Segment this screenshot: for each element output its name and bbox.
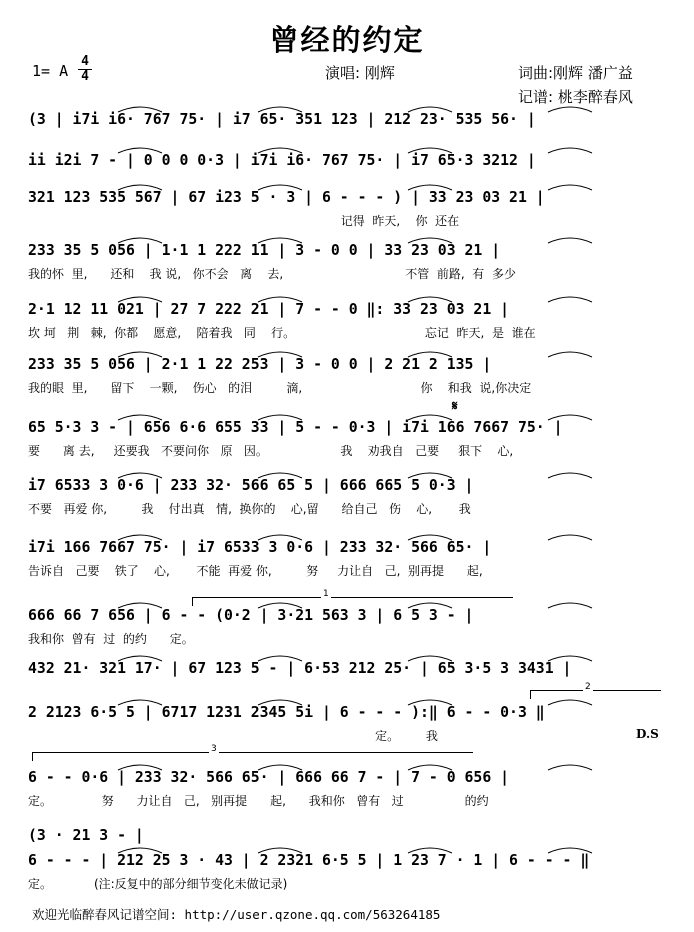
score-line-notes: ii i2i 7 - | 0 0 0 0·3 | i7i i6· 767 75· | i7 65·3 3212 | (28, 152, 536, 169)
score-line (28, 355, 668, 399)
score-line-notes: 432 21· 321 17· | 67 123 5 - | 6·53 212 25· | 65 3·5 3 3431 | (28, 660, 572, 677)
slur-arc (408, 415, 452, 420)
slur-arc (548, 415, 592, 420)
slur-arc (258, 415, 302, 420)
score-line-lyrics: 定。 努 力让自 己, 别再提 起, 我和你 曾有 过 的约 (28, 794, 489, 808)
volta-2-label: 2 (585, 682, 591, 692)
score-line-notes: (3 | i7i i6· 767 75· | i7 65· 351 123 | 212 23· 535 56· | (28, 111, 536, 128)
score-line-notes: 2·1 12 11 021 | 27 7 222 21 | 7 - - 0 ‖: 33 23 03 21 | (28, 301, 510, 318)
coda-pre-notes (28, 826, 668, 846)
slur-arc (118, 848, 162, 853)
slur-arc (258, 297, 302, 302)
slur-arc (408, 535, 452, 540)
volta-bracket-1 (192, 589, 513, 606)
score-line-notes: 2 2123 6·5 5 | 6717 1231 2345 5i | 6 - - - ):‖ 6 - - 0·3 ‖ (28, 704, 545, 721)
score-line-notes: 6 - - 0·6 | 233 32· 566 65· | 666 66 7 - | 7 - 0 656 | (28, 769, 510, 786)
slur-marks (28, 410, 668, 422)
slur-marks (28, 143, 668, 155)
slur-marks (28, 347, 668, 359)
slur-arc (118, 352, 162, 357)
slur-arc (118, 656, 162, 661)
slur-arc (118, 297, 162, 302)
score-line (28, 418, 668, 462)
slur-arc (118, 473, 162, 478)
song-title: 曾经的约定 (269, 23, 425, 57)
score-line-notes: 6 - - - | 212 25 3 · 43 | 2 2321 6·5 5 | 1 23 7 · 1 | 6 - - - ‖ (28, 852, 590, 869)
slur-arc (548, 185, 592, 190)
score-line (28, 606, 668, 650)
slur-arc (548, 352, 592, 357)
slur-arc (548, 700, 592, 705)
slur-marks (28, 292, 668, 304)
score-line-notes: i7 6533 3 0·6 | 233 32· 566 65 5 | 666 665 5 0·3 | (28, 477, 474, 494)
score-line-lyrics: 不要 再爱 你, 我 付出真 情, 换你的 心,留 给自己 伤 心, 我 (28, 502, 471, 516)
volta-bracket-2 (530, 682, 661, 699)
ds-mark: D.S (636, 727, 659, 741)
score-line-notes: 321 123 535 567 | 67 i23 5 · 3 | 6 - - - ) | 33 23 03 21 | (28, 189, 545, 206)
slur-arc (548, 238, 592, 243)
score-line-notes: 233 35 5 056 | 2·1 1 22 253 | 3 - 0 0 | 2 21 2 135 | (28, 356, 492, 373)
slur-arc (408, 700, 452, 705)
slur-marks (28, 102, 668, 114)
slur-arc (408, 185, 452, 190)
slur-arc (258, 700, 302, 705)
score-line-lyrics: 我和你 曾有 过 的约 定。 (28, 632, 194, 646)
score-line-lyrics: 我的怀 里, 还和 我 说, 你不会 离 去, 不管 前路, 有 多少 (28, 267, 516, 281)
slur-marks (28, 651, 668, 663)
slur-arc (118, 603, 162, 608)
score-line (28, 241, 668, 285)
slur-marks (28, 233, 668, 245)
slur-arc (408, 765, 452, 770)
time-signature (78, 56, 92, 83)
score-line-lyrics: 我的眼 里, 留下 一颗, 伤心 的泪 滴, 你 和我 说,你决定 (28, 381, 532, 395)
slur-arc (118, 415, 162, 420)
slur-arc (118, 238, 162, 243)
score-line-lyrics: 要 离 去, 还要我 不要问你 原 因。 我 劝我自 己要 狠下 心, (28, 444, 514, 458)
slur-marks (28, 530, 668, 542)
slur-arc (258, 107, 302, 112)
slur-arc (118, 765, 162, 770)
slur-arc (408, 107, 452, 112)
slur-arc (408, 352, 452, 357)
score-line (28, 703, 668, 747)
volta-1-label: 1 (323, 589, 329, 599)
score-line-lyrics: 定。 我 (28, 729, 438, 743)
slur-marks (28, 468, 668, 480)
slur-arc (118, 107, 162, 112)
slur-arc (548, 603, 592, 608)
slur-arc (548, 765, 592, 770)
volta-3-label: 3 (211, 744, 217, 754)
score-line (28, 188, 668, 232)
transcriber-credit: 记谱: 桃李醉春风 (518, 88, 633, 106)
footer-note: 欢迎光临醉春风记谱空间: http://user.qzone.qq.com/563264185 (32, 907, 441, 922)
slur-arc (408, 656, 452, 661)
time-signature-bottom: 4 (81, 69, 89, 84)
score-line (28, 300, 668, 344)
slur-marks (28, 180, 668, 192)
score-line-lyrics: 告诉自 己要 铁了 心, 不能 再爱 你, 努 力让自 己, 别再提 起, (28, 564, 483, 578)
score-line (28, 851, 668, 895)
score-line-notes: 65 5·3 3 - | 656 6·6 655 33 | 5 - - 0·3 | i7i 166 7667 75· | (28, 419, 563, 436)
slur-arc (408, 148, 452, 153)
slur-arc (548, 297, 592, 302)
slur-arc (118, 148, 162, 153)
slur-arc (408, 848, 452, 853)
slur-arc (408, 238, 452, 243)
segno-sign: 𝄋 (452, 399, 458, 414)
slur-arc (118, 700, 162, 705)
slur-arc (548, 535, 592, 540)
score-line-lyrics: 坎 坷 荆 棘, 你都 愿意, 陪着我 同 行。 忘记 昨天, 是 谁在 (28, 326, 536, 340)
slur-arc (118, 535, 162, 540)
slur-arc (548, 148, 592, 153)
slur-arc (548, 848, 592, 853)
score-line-lyrics: 记得 昨天, 你 还在 (28, 214, 460, 228)
score-line (28, 768, 668, 812)
slur-arc (258, 535, 302, 540)
coda-pre-notes-text: (3 · 21 3 - | (28, 827, 144, 844)
slur-arc (258, 352, 302, 357)
slur-arc (258, 656, 302, 661)
slur-arc (258, 473, 302, 478)
score-line-lyrics: 定。 (注:反复中的部分细节变化未做记录) (28, 877, 288, 891)
slur-marks (28, 760, 668, 772)
singer-credit: 演唱: 刚辉 (325, 64, 395, 82)
score-line (28, 538, 668, 582)
key-signature: 1= A (32, 62, 69, 80)
slur-arc (258, 238, 302, 243)
slur-arc (258, 185, 302, 190)
slur-arc (548, 473, 592, 478)
score-line-notes: 666 66 7 656 | 6 - - (0·2 | 3·21 563 3 | 6 5 3 - | (28, 607, 474, 624)
slur-arc (408, 297, 452, 302)
score-line-notes: i7i 166 7667 75· | i7 6533 3 0·6 | 233 32· 566 65· | (28, 539, 492, 556)
volta-bracket-3 (32, 744, 473, 761)
slur-arc (258, 148, 302, 153)
composer-credit: 词曲:刚辉 潘广益 (518, 64, 633, 82)
slur-arc (408, 473, 452, 478)
slur-arc (548, 107, 592, 112)
time-signature-top: 4 (81, 54, 89, 69)
slur-arc (118, 185, 162, 190)
score-line (28, 476, 668, 520)
slur-arc (258, 848, 302, 853)
slur-arc (548, 656, 592, 661)
slur-arc (258, 765, 302, 770)
score-line-notes: 233 35 5 056 | 1·1 1 222 11 | 3 - 0 0 | 33 23 03 21 | (28, 242, 501, 259)
